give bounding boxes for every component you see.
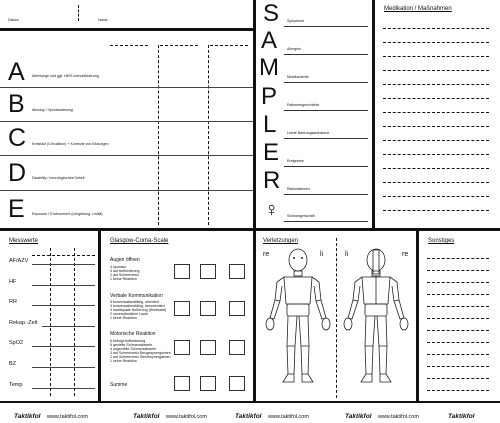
gcs-motor-item: 1 keine Reaktion	[110, 359, 137, 363]
sampler-letter-a: A	[261, 27, 278, 54]
gcs-motor-item: 4 ungezielte Schmerzabwehr	[110, 347, 157, 351]
sampler-letter-p: P	[261, 83, 278, 110]
footer-url: www.taktifol.com	[377, 414, 419, 420]
footer-entry	[133, 405, 207, 423]
sampler-desc-s: Symptome	[287, 19, 305, 23]
abcde-desc-a: Atemwege und ggf. HWS-Immobilisierung	[32, 74, 99, 78]
gcs-summe-box-1[interactable]	[174, 376, 190, 391]
abcde-desc-c: Kreislauf (Circulation) + Kontrolle von Blutungen	[32, 142, 109, 146]
gcs-motor-item: 6 befolgt Aufforderung	[110, 339, 146, 343]
label-li-back: li	[345, 251, 349, 258]
messwert-label: Rekap.-Zeit	[9, 320, 38, 326]
header-divider	[78, 5, 79, 21]
label-re-back: re	[402, 251, 409, 258]
gcs-summe-label: Summe	[110, 382, 128, 388]
taktifol-logo: Taktikfol	[133, 413, 160, 420]
gcs-title: Glasgow-Coma-Scale	[110, 238, 169, 244]
sampler-letter-r: R	[263, 167, 281, 194]
footer-entry	[14, 405, 88, 423]
gcs-verbal-item: 5 konversationsfähig, orientiert	[110, 300, 159, 304]
gcs-verbal-item: 4 konversationsfähig, desorientiert	[110, 304, 165, 308]
gcs-motor-title: Motorische Reaktion	[110, 331, 156, 337]
gcs-motor-box-2[interactable]	[200, 340, 216, 355]
verletzungen-title: Verletzungen	[263, 238, 299, 244]
gcs-motor-item: 3 auf Schmerzreiz Beugesynergismen	[110, 351, 171, 355]
gcs-verbal-item: 3 inadäquate Äußerung (Wortsalat)	[110, 308, 167, 312]
label-re-front: re	[263, 251, 270, 258]
taktifol-logo: Taktikfol	[345, 413, 372, 420]
taktifol-logo: Taktikfol	[14, 413, 41, 420]
sonstiges-lines[interactable]	[427, 248, 493, 398]
footer-entry	[345, 405, 419, 423]
gcs-summe-box-3[interactable]	[229, 376, 245, 391]
abcde-section	[0, 31, 253, 226]
gcs-eyes-box-2[interactable]	[200, 264, 216, 279]
abcde-desc-b: Atmung / Spontanatmung	[32, 108, 73, 112]
name-field[interactable]	[110, 10, 250, 24]
messwerte-title: Messwerte	[9, 238, 39, 244]
sampler-desc-pregnancy: Schwangerschaft	[287, 214, 315, 218]
footer-url: www.taktifol.com	[46, 414, 88, 420]
gcs-eyes-item: 4 spontan	[110, 265, 126, 269]
medikation-title: Medikation / Maßnahmen	[384, 6, 452, 12]
label-li-front: li	[320, 251, 324, 258]
abcde-desc-d: Disability / neurologisches Defizit	[32, 176, 85, 180]
gcs-eyes-item: 1 keine Reaktion	[110, 277, 137, 281]
gcs-motor-item: 5 gezielte Schmerzabwehr	[110, 343, 153, 347]
abcde-letter-d: D	[8, 159, 27, 187]
abcde-desc-e: Exposure / Environment (Umgebung, Unfall)	[32, 212, 103, 216]
sampler-letter-e: E	[263, 139, 280, 166]
sampler-desc-e: Ereignisse	[287, 159, 304, 163]
sonstiges-title: Sonstiges	[428, 238, 455, 244]
gcs-verbal-box-3[interactable]	[229, 301, 245, 316]
body-back-icon[interactable]	[338, 246, 414, 396]
sampler-desc-p: Patientengeschichte	[287, 103, 320, 107]
abcde-letter-e: E	[8, 195, 25, 223]
gcs-motor-item: 2 auf Schmerzreiz Strecksynergismen	[110, 355, 171, 359]
footer-entry	[448, 405, 475, 423]
datum-label: Datum	[8, 18, 19, 22]
gcs-eyes-title: Augen öffnen	[110, 257, 140, 263]
footer-entry	[235, 405, 309, 423]
sampler-desc-a: Allergien	[287, 47, 301, 51]
sampler-desc-r: Risikofaktoren	[287, 187, 310, 191]
body-front-icon[interactable]	[260, 246, 336, 396]
sampler-letter-s: S	[263, 0, 280, 27]
sampler-desc-l: Letzte Nahrungsaufnahme	[287, 131, 330, 135]
messwert-label: SpO2	[9, 340, 24, 346]
gcs-eyes-box-1[interactable]	[174, 264, 190, 279]
gcs-summe-box-2[interactable]	[200, 376, 216, 391]
gcs-verbal-box-1[interactable]	[174, 301, 190, 316]
footer-url: www.taktifol.com	[267, 414, 309, 420]
messwert-label: HF	[9, 279, 17, 285]
sampler-letter-l: L	[263, 111, 277, 138]
gcs-motor-box-1[interactable]	[174, 340, 190, 355]
messwert-label: RR	[9, 299, 17, 305]
name-label: Name	[98, 18, 108, 22]
taktifol-logo: Taktikfol	[235, 413, 262, 420]
gcs-verbal-item: 2 unverständliche Laute	[110, 312, 149, 316]
footer-url: www.taktifol.com	[165, 414, 207, 420]
gcs-eyes-box-3[interactable]	[229, 264, 245, 279]
gcs-motor-box-3[interactable]	[229, 340, 245, 355]
gcs-eyes-item: 2 auf Schmerzreiz	[110, 273, 139, 277]
gcs-verbal-item: 1 keine Reaktion	[110, 316, 137, 320]
messwert-label: BZ	[9, 361, 17, 367]
sampler-letter-m: M	[259, 54, 279, 81]
medikation-lines[interactable]	[383, 16, 493, 226]
abcde-letter-a: A	[8, 58, 25, 86]
sampler-desc-m: Medikamente	[287, 75, 309, 79]
messwert-label: Temp	[9, 382, 23, 388]
abcde-letter-b: B	[8, 90, 25, 118]
taktifol-logo: Taktikfol	[448, 413, 475, 420]
gcs-eyes-item: 3 auf Aufforderung	[110, 269, 140, 273]
gcs-verbal-box-2[interactable]	[200, 301, 216, 316]
sampler-letter-pregnancy: ♀	[264, 199, 279, 221]
gcs-verbal-title: Verbale Kommunikation	[110, 293, 163, 299]
messwert-label: AF/AZV	[9, 258, 29, 264]
abcde-letter-c: C	[8, 124, 27, 152]
